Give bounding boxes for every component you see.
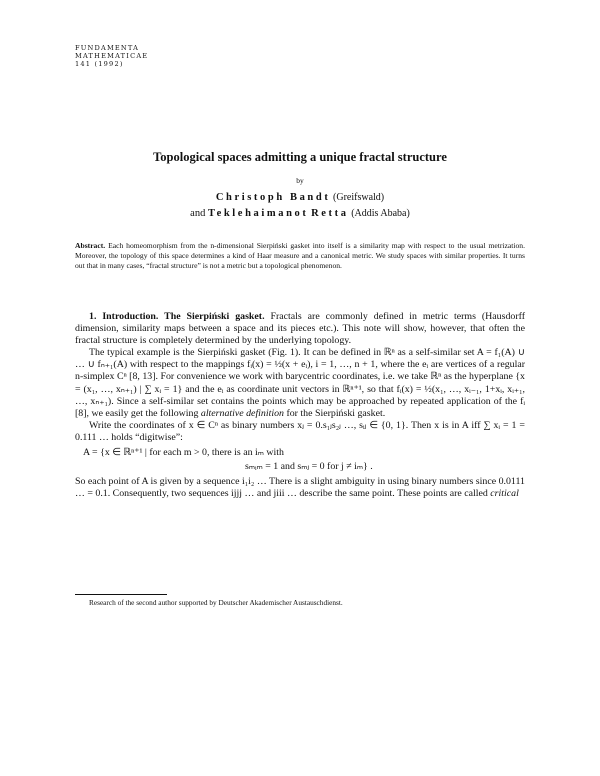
footnote-rule	[75, 594, 167, 595]
author-1-name: Christoph Bandt	[215, 192, 331, 203]
section-heading: 1. Introduction. The Sierpiński gasket.	[89, 311, 265, 322]
paragraph-2-italic: alternative definition	[200, 407, 284, 419]
paper-title: Topological spaces admitting a unique fractal structure	[153, 150, 447, 164]
by-line: by	[296, 176, 304, 185]
author-2	[0, 208, 600, 219]
paragraph-4-text: So each point of A is given by a sequence i₁i₂ … There is a slight ambiguity in using binary numbers since 0.0111 … = 0.1. Consequently, two sequences ijjj … and jiii … describe the same point. These points are called	[75, 476, 525, 500]
author-2-prefix: and	[190, 208, 206, 219]
abstract-label: Abstract.	[75, 241, 106, 250]
author-2-affiliation: (Addis Ababa)	[351, 208, 410, 219]
journal-name-line2: MATHEMATICAE	[75, 52, 149, 60]
paragraph-4	[75, 476, 525, 500]
paragraph-4-italic: critical	[490, 488, 519, 500]
journal-volume: 141 (1992)	[75, 60, 124, 68]
paragraph-1	[75, 311, 525, 347]
journal-header	[75, 44, 148, 68]
author-2-last: Retta	[311, 208, 349, 219]
author-1-affiliation: (Greifswald)	[333, 192, 385, 203]
paragraph-2-end: for the Sierpiński gasket.	[286, 407, 386, 419]
footnote: Research of the second author supported by Deutscher Akademischer Austauschdienst.	[89, 598, 343, 607]
abstract	[75, 241, 525, 272]
paragraph-3: Write the coordinates of x ∈ Cⁿ as binary numbers xⱼ = 0.s₁ⱼs₂ⱼ …, sᵢⱼ ∈ {0, 1}. Then x is in A iff ∑ xᵢ = 1 = 0.111 … holds “digitwise”:	[75, 419, 525, 443]
display-equation	[75, 446, 525, 474]
equation-line-2: sₘᵢₘ = 1 and sₘⱼ = 0 for j ≠ iₘ} .	[245, 461, 373, 473]
paragraph-2	[75, 347, 525, 420]
abstract-text: Each homeomorphism from the n-dimensional Sierpiński gasket into itself is a similarity map with respect to the usual metrization. Moreover, the topology of this space determines a kind of Haar measure and a canonical metric. We study spaces with similar properties. It turns out that in many cases, “fractal structure” is not a metric but a topological phenomenon.	[75, 241, 525, 271]
paragraph-1-text: Fractals are commonly defined in metric terms (Hausdorff dimension, similarity maps between a space and its pieces etc.). This note will show, however, that often the fractal structure is completely determined by the underlying topology.	[75, 311, 526, 347]
author-1	[0, 192, 600, 203]
journal-name-line1: FUNDAMENTA	[75, 44, 140, 52]
author-2-first: Teklehaimanot	[207, 208, 309, 219]
equation-line-1: A = {x ∈ ℝⁿ⁺¹ | for each m > 0, there is an iₘ with	[83, 447, 284, 459]
section-1	[75, 311, 525, 500]
paragraph-2-text: The typical example is the Sierpiński gasket (Fig. 1). It can be defined in ℝⁿ as a self-similar set A = f₁(A) ∪ … ∪ fₙ₊₁(A) with respect to the mappings fᵢ(x) = ½(x + eᵢ), i = 1, …, n + 1, where the eᵢ are vertices of a regular n-simplex Cⁿ [8, 13]. For convenience we work with barycentric coordinates, i.e. we take ℝⁿ as the hyperplane {x = (x₁, …, xₙ₊₁) | ∑ xᵢ = 1} and the eᵢ as coordinate unit vectors in ℝⁿ⁺¹, so that fᵢ(x) = ½(x₁, …, xᵢ₋₁, 1+xᵢ, xᵢ₊₁, …, xₙ₊₁). Since a self-similar set contains the points which may be approached by repeated application of the fᵢ [8], we easily get the following	[75, 347, 525, 419]
